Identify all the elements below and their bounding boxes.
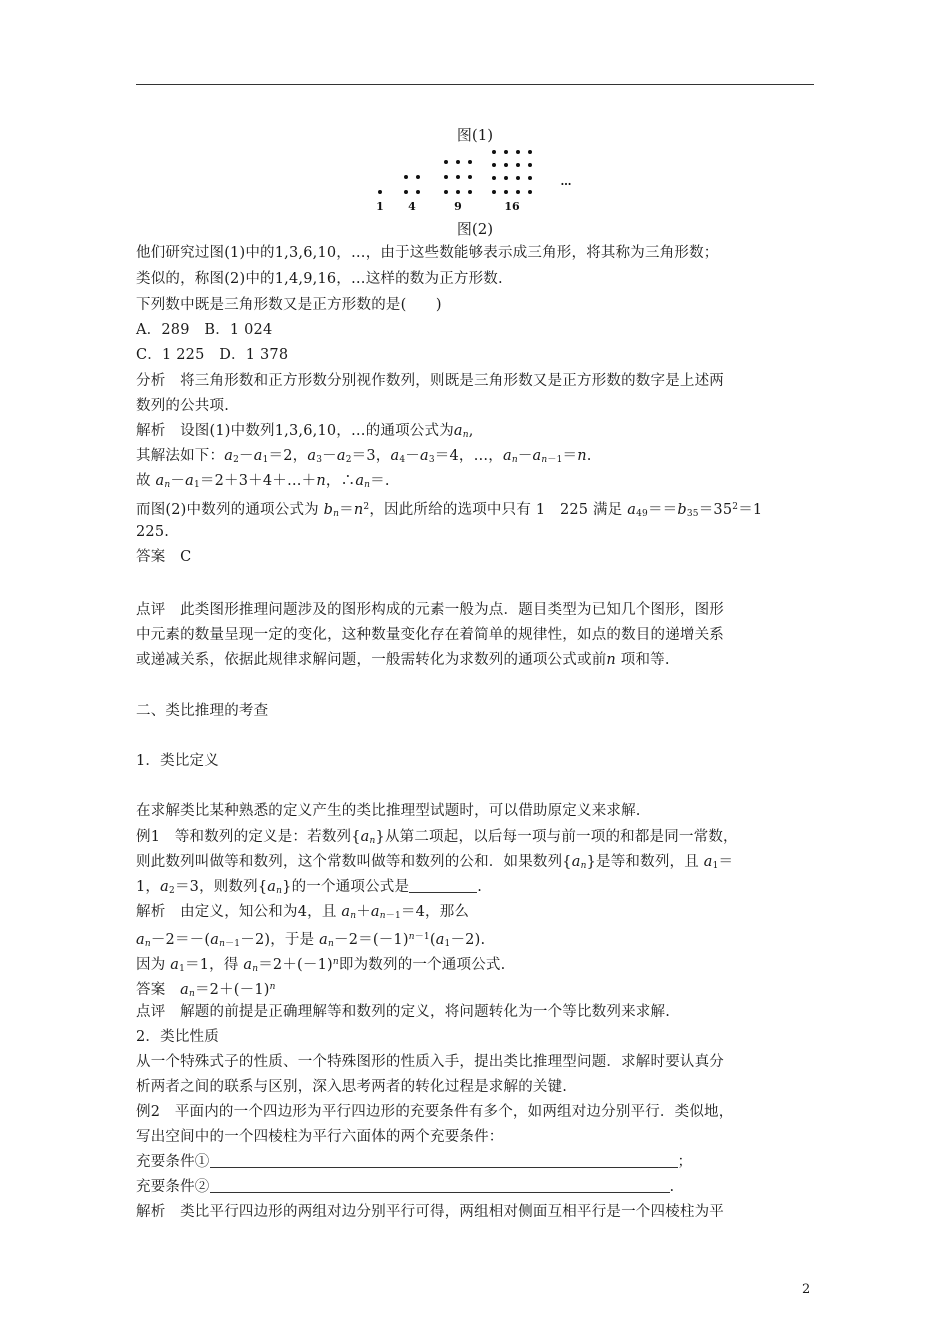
square-number-dot-figure	[360, 140, 620, 218]
text-line: 写出空间中的一个四棱柱为平行六面体的两个充要条件：	[136, 1129, 504, 1145]
figure-1-caption: 图(1)	[456, 126, 494, 144]
text-line: 析两者之间的联系与区别，深入思考两者的转化过程是求解的关键.	[136, 1079, 568, 1095]
text-line: 则此数列叫做等和数列，这个常数叫做等和数列的公和．如果数列$\{a_n\}$是等和数列，且 $a_1=$	[136, 854, 734, 871]
text-line: 点评 此类图形推理问题涉及的图形构成的元素一般为点．题目类型为已知几个图形，图形	[136, 602, 724, 618]
dot	[504, 190, 508, 194]
dot	[378, 190, 382, 194]
dot	[444, 160, 448, 164]
text-line: 故 $a_n-a_1=2+3+4+\dots+n$，$\therefore a_n=$.	[136, 473, 390, 490]
dot	[528, 176, 532, 180]
dot	[528, 150, 532, 154]
header-rule	[136, 84, 814, 85]
dot	[528, 163, 532, 167]
text-line: 解析 由定义，知公和为4，且 $a_n+a_{n-1}=4$，那么	[136, 904, 470, 921]
text-line: 解析 类比平行四边形的两组对边分别平行可得，两组相对侧面互相平行是一个四棱柱为平	[136, 1204, 724, 1220]
subsection-heading: 2．类比性质	[136, 1029, 219, 1045]
dot-label-9: 9	[454, 200, 462, 213]
figure-2-caption: 图(2)	[456, 220, 494, 238]
dot	[404, 190, 408, 194]
dot	[444, 190, 448, 194]
dot	[504, 150, 508, 154]
page-number: 2	[802, 1282, 811, 1297]
answer-line: 答案 $a_n=2+(-1)^n$	[136, 982, 276, 999]
dot	[416, 190, 420, 194]
dot	[492, 190, 496, 194]
dot	[456, 160, 460, 164]
text-line: 解析 设图(1)中数列1,3,6,10，…的通项公式为$a_n$,	[136, 423, 474, 440]
text-line: $a_n-2=-(a_{n-1}-2)$，于是 $a_n-2=(-1)^{n-1}(a_1-2)$.	[136, 932, 486, 949]
dot	[468, 160, 472, 164]
text-line: 充要条件① ；	[136, 1154, 693, 1170]
dot	[528, 190, 532, 194]
text-line: 类似的，称图(2)中的1,4,9,16，…这样的数为正方形数.	[136, 271, 503, 287]
text-line: 例2 平面内的一个四边形为平行四边形的充要条件有多个，如两组对边分别平行．类似地，	[136, 1104, 734, 1120]
text-line: 1，$a_2=3$，则数列$\{a_n\}$的一个通项公式是 .	[136, 879, 482, 896]
dot	[516, 163, 520, 167]
dot	[468, 175, 472, 179]
section-heading: 二、类比推理的考查	[136, 703, 269, 719]
dot-ellipsis: …	[560, 175, 572, 188]
dot	[516, 150, 520, 154]
text-line: 分析 将三角形数和正方形数分别视作数列，则既是三角形数又是正方形数的数字是上述两	[136, 373, 724, 389]
text-line: C．1 225 D．1 378	[136, 347, 289, 363]
dot	[504, 176, 508, 180]
dot-label-1: 1	[376, 200, 384, 213]
answer-blank-1[interactable]	[210, 1153, 678, 1168]
text-line: 225.	[136, 524, 170, 540]
dot	[456, 175, 460, 179]
answer-blank-2[interactable]	[210, 1178, 670, 1193]
text-line: 从一个特殊式子的性质、一个特殊图形的性质入手，提出类比推理型问题．求解时要认真分	[136, 1054, 724, 1070]
text-line: 在求解类比某种熟悉的定义产生的类比推理型试题时，可以借助原定义来求解.	[136, 803, 641, 819]
dot	[492, 150, 496, 154]
dot	[492, 176, 496, 180]
text-line: 充要条件② .	[136, 1179, 675, 1195]
text-line: 他们研究过图(1)中的1,3,6,10，…，由于这些数能够表示成三角形，将其称为三角形数；	[136, 245, 719, 261]
text-line: A．289 B．1 024	[136, 322, 273, 338]
dot	[444, 175, 448, 179]
dot	[416, 175, 420, 179]
dot	[404, 175, 408, 179]
dot	[504, 163, 508, 167]
text-line: 其解法如下：$a_2-a_1=2$，$a_3-a_2=3$，$a_4-a_3=4$，…，$a_n-a_{n-1}=n$.	[136, 448, 592, 465]
text-line: 或递减关系，依据此规律求解问题，一般需转化为求数列的通项公式或前n 项和等.	[136, 652, 670, 668]
dot-label-16: 16	[504, 200, 520, 213]
dot	[516, 190, 520, 194]
text-line: 中元素的数量呈现一定的变化，这种数量变化存在着简单的规律性，如点的数目的递增关系	[136, 627, 724, 643]
subsection-heading: 1．类比定义	[136, 753, 219, 769]
dot	[468, 190, 472, 194]
dot-label-4: 4	[408, 200, 416, 213]
dot	[456, 190, 460, 194]
dot	[492, 163, 496, 167]
text-line: 点评 解题的前提是正确理解等和数列的定义，将问题转化为一个等比数列来求解.	[136, 1004, 671, 1020]
text-line: 例1 等和数列的定义是：若数列$\{a_n\}$从第二项起，以后每一项与前一项的和都是同一常数，	[136, 829, 738, 846]
text-line: 数列的公共项.	[136, 398, 230, 414]
text-line: 因为 $a_1=1$，得 $a_n=2+(-1)^n$即为数列的一个通项公式.	[136, 957, 506, 974]
text-line: 下列数中既是三角形数又是正方形数的是( )	[136, 297, 442, 313]
text-line: 而图(2)中数列的通项公式为 $b_n=n^2$，因此所给的选项中只有 1 225 满足 $a_{49}==b_{35}=35^2=1$	[136, 502, 763, 519]
dot	[516, 176, 520, 180]
answer-line: 答案 C	[136, 549, 192, 565]
